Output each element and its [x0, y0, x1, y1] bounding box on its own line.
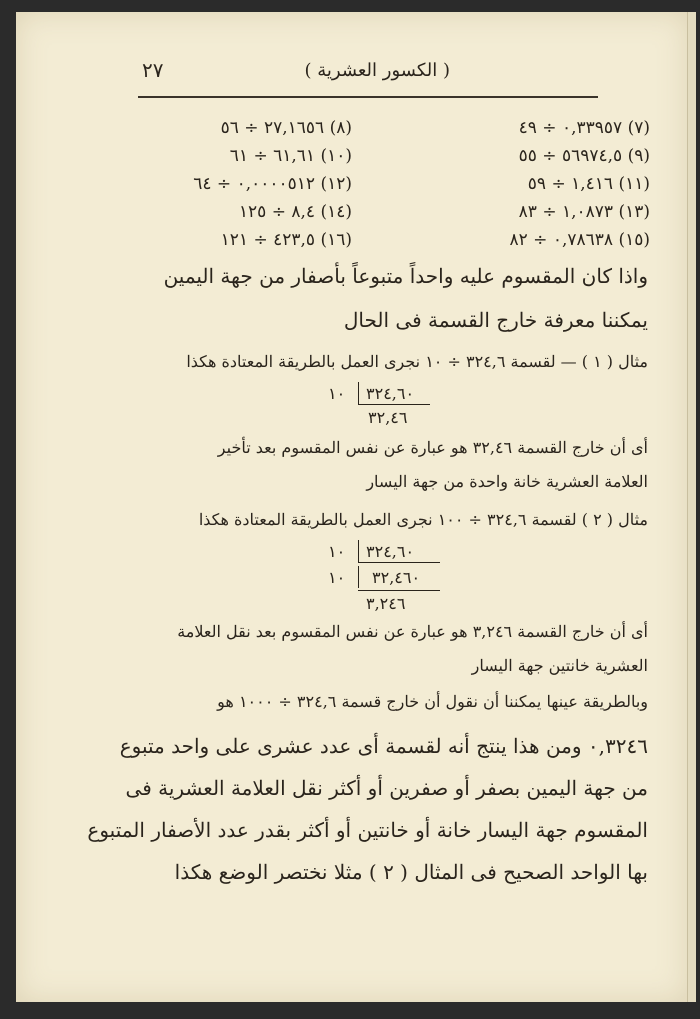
- division-bar: [358, 540, 359, 562]
- divisor: ١٠: [328, 384, 346, 403]
- intermediate-quotient: ٣٢,٤٦٠: [372, 568, 421, 587]
- quotient: ٣٢,٤٦: [368, 408, 408, 427]
- exercise-item: (١٠) ٦١,٦١ ÷ ٦١: [229, 146, 352, 166]
- page-number: ٢٧: [142, 58, 164, 82]
- division-bar: [358, 566, 359, 588]
- quotient: ٣,٢٤٦: [366, 594, 406, 613]
- paragraph-line: واذا كان المقسوم عليه واحداً متبوعاً بأصفار من جهة اليمين: [163, 264, 648, 288]
- division-bar: [358, 382, 359, 404]
- header-rule: [138, 96, 598, 98]
- exercise-item: (١٣) ١,٠٨٧٣ ÷ ٨٣: [518, 202, 650, 222]
- exercise-item: (١٥) ٠,٧٨٦٣٨ ÷ ٨٢: [509, 230, 650, 250]
- divisor: ١٠: [328, 542, 346, 561]
- division-line: [358, 404, 430, 405]
- division-diagram-1: [300, 380, 440, 430]
- paragraph-line: وبالطريقة عينها يمكننا أن نقول أن خارج قسمة ٣٢٤,٦ ÷ ١٠٠٠ هو: [217, 692, 648, 711]
- page-header: [120, 56, 560, 90]
- exercise-item: (٨) ٢٧,١٦٥٦ ÷ ٥٦: [220, 118, 352, 138]
- paragraph-line: من جهة اليمين بصفر أو صفرين أو أكثر نقل العلامة العشرية فى: [125, 776, 648, 800]
- division-line: [358, 562, 440, 563]
- dividend: ٣٢٤,٦٠: [366, 542, 415, 561]
- exercise-item: (١٦) ٤٢٣,٥ ÷ ١٢١: [220, 230, 352, 250]
- exercise-item: (١١) ١,٤١٦ ÷ ٥٩: [527, 174, 650, 194]
- example-1-note: العلامة العشرية خانة واحدة من جهة اليسار: [366, 472, 648, 491]
- division-line: [358, 590, 440, 591]
- example-1-note: أى أن خارج القسمة ٣٢,٤٦ هو عبارة عن نفس المقسوم بعد تأخير: [217, 438, 648, 457]
- division-diagram-2: [300, 538, 460, 618]
- page-edge: [687, 12, 696, 1002]
- exercise-item: (٧) ٠,٣٣٩٥٧ ÷ ٤٩: [518, 118, 650, 138]
- exercise-item: (١٢) ٠,٠٠٠٠٥١٢ ÷ ٦٤: [193, 174, 352, 194]
- example-1-intro: مثال ( ١ ) — لقسمة ٣٢٤,٦ ÷ ١٠ نجرى العمل بالطريقة المعتادة هكذا: [186, 352, 648, 371]
- exercise-item: (٩) ٥٦٩٧٤,٥ ÷ ٥٥: [518, 146, 650, 166]
- exercise-item: (١٤) ٨,٤ ÷ ١٢٥: [238, 202, 352, 222]
- paragraph-line: ٠,٣٢٤٦ ومن هذا ينتج أنه لقسمة أى عدد عشرى على واحد متبوع: [119, 734, 648, 758]
- paragraph-line: المقسوم جهة اليسار خانة أو خانتين أو أكثر بقدر عدد الأصفار المتبوع: [87, 818, 648, 842]
- example-2-intro: مثال ( ٢ ) لقسمة ٣٢٤,٦ ÷ ١٠٠ نجرى العمل بالطريقة المعتادة هكذا: [198, 510, 648, 529]
- dividend: ٣٢٤,٦٠: [366, 384, 415, 403]
- chapter-title: ( الكسور العشرية ): [304, 60, 450, 81]
- example-2-note: العشرية خانتين جهة اليسار: [471, 656, 648, 675]
- paragraph-line: بها الواحد الصحيح فى المثال ( ٢ ) مثلا نختصر الوضع هكذا: [174, 860, 648, 884]
- divisor: ١٠: [328, 568, 346, 587]
- paragraph-line: يمكننا معرفة خارج القسمة فى الحال: [343, 308, 648, 332]
- example-2-note: أى أن خارج القسمة ٣,٢٤٦ هو عبارة عن نفس المقسوم بعد نقل العلامة: [177, 622, 648, 641]
